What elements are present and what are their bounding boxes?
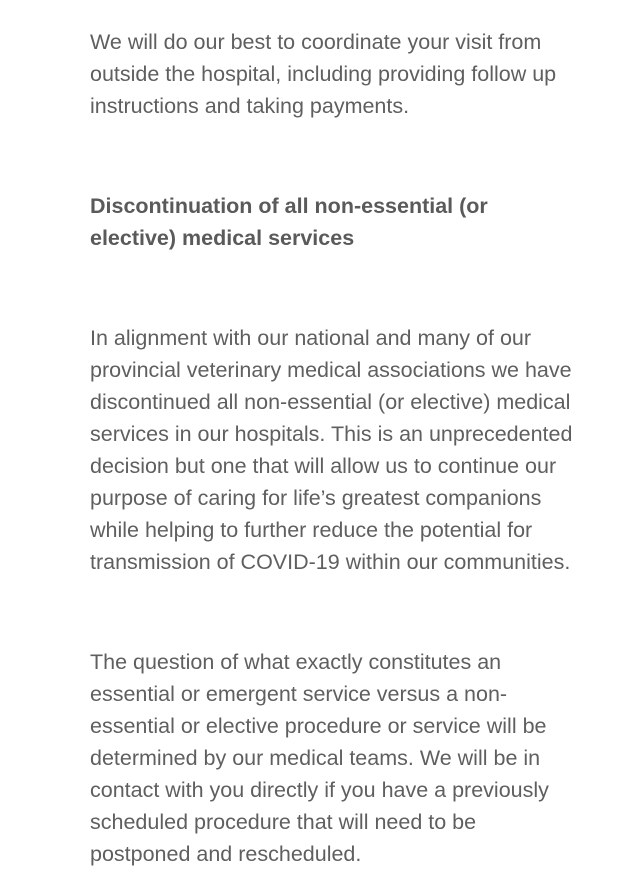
text-line: scheduled procedure that will need to be [90, 810, 477, 834]
text-line: determined by our medical teams. We will be in [90, 746, 541, 770]
text-line: instructions and taking payments. [90, 94, 410, 118]
text-line: contact with you directly if you have a previously [90, 778, 549, 802]
text-line: discontinued all non-essential (or elective) medical [90, 390, 571, 414]
text-line: transmission of COVID-19 within our communities. [90, 550, 571, 574]
alignment-paragraph [90, 322, 630, 578]
text-line: essential or elective procedure or service will be [90, 714, 547, 738]
text-line: services in our hospitals. This is an unprecedented [90, 422, 573, 446]
section-heading [90, 190, 630, 254]
text-line: purpose of caring for life’s greatest companions [90, 486, 542, 510]
text-line: provincial veterinary medical associations we have [90, 358, 572, 382]
text-line: decision but one that will allow us to continue our [90, 454, 557, 478]
text-line: essential or emergent service versus a non- [90, 682, 508, 706]
text-line: The question of what exactly constitutes an [90, 650, 502, 674]
intro-paragraph [90, 26, 630, 122]
question-paragraph [90, 646, 630, 870]
text-line: postponed and rescheduled. [90, 842, 362, 866]
heading-line: Discontinuation of all non-essential (or [90, 194, 488, 218]
text-line: We will do our best to coordinate your visit from [90, 30, 542, 54]
document-body [90, 26, 630, 870]
text-line: outside the hospital, including providing follow up [90, 62, 557, 86]
text-line: In alignment with our national and many of our [90, 326, 532, 350]
text-line: while helping to further reduce the potential for [90, 518, 533, 542]
heading-line: elective) medical services [90, 226, 355, 250]
